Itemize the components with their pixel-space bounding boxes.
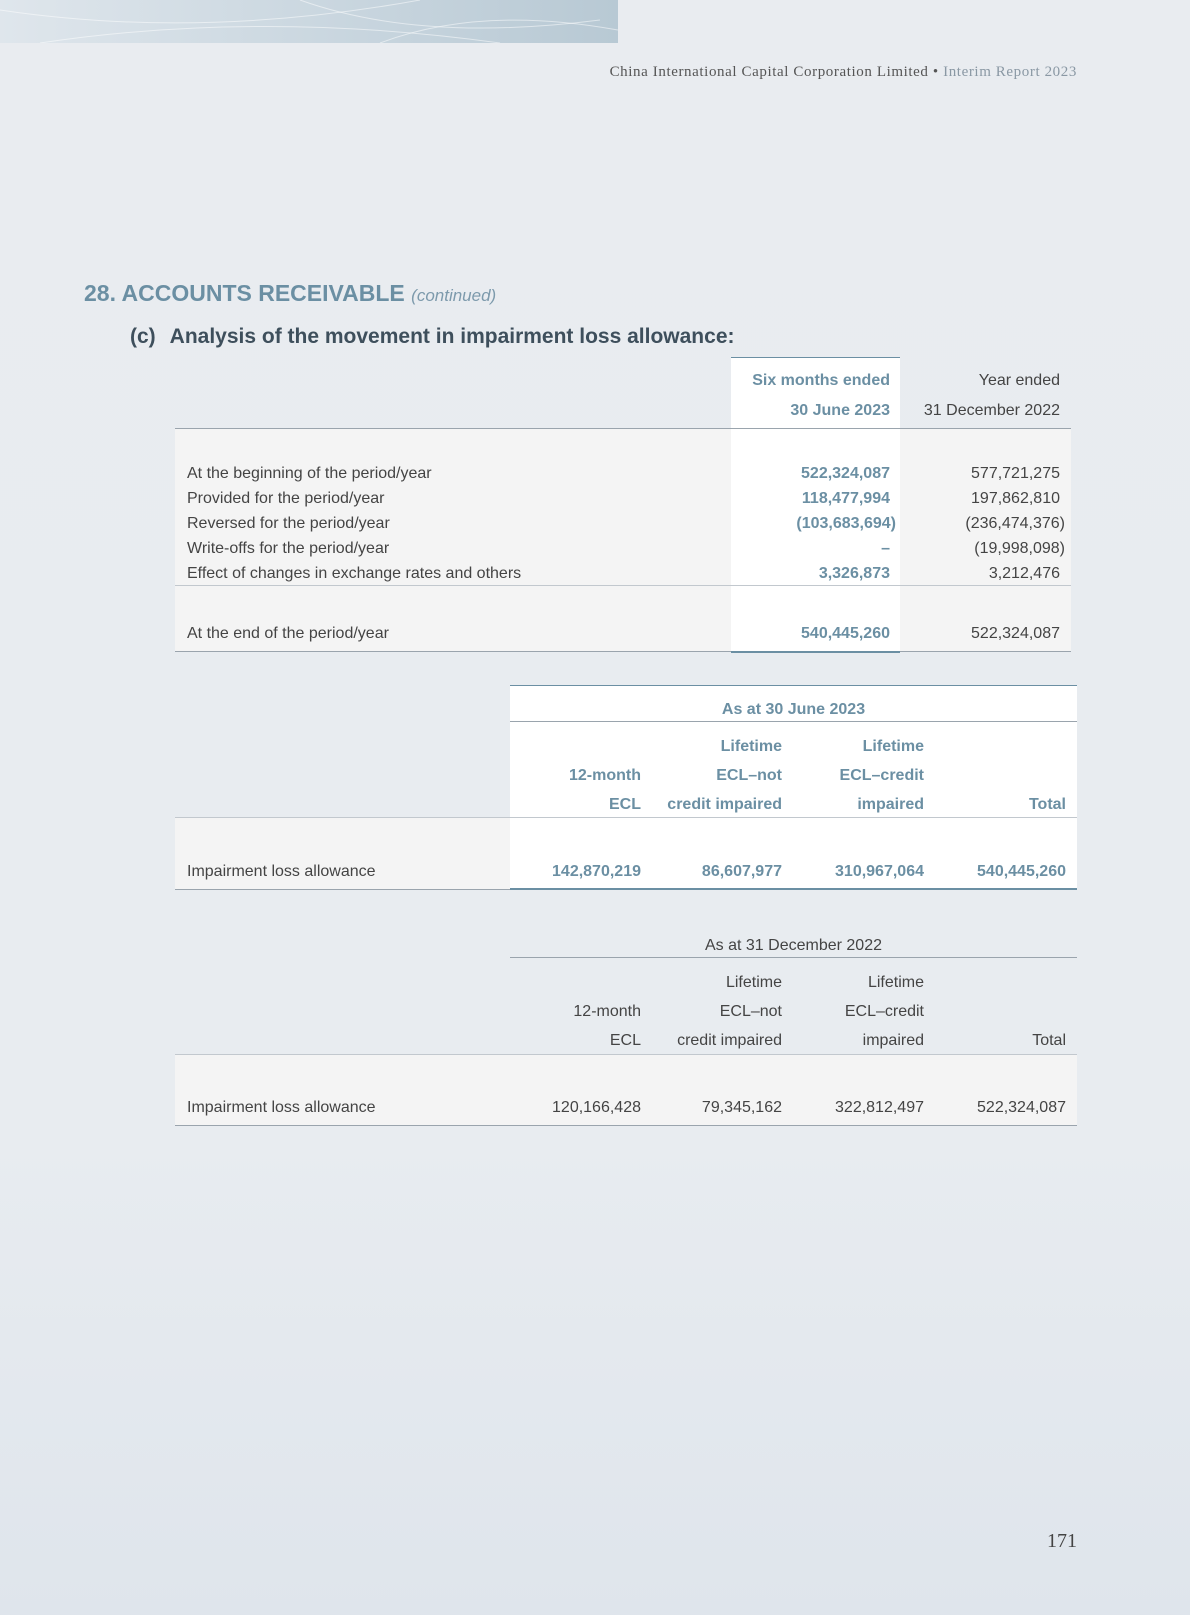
col-header-prior-date: 31 December 2022: [923, 402, 1060, 419]
value-current: –: [881, 540, 890, 557]
col-header: Total: [1028, 796, 1066, 813]
running-header: [610, 64, 1077, 81]
subsection-title: [130, 325, 735, 349]
value-prior: 197,862,810: [971, 490, 1060, 507]
col-header: ECL: [609, 796, 641, 813]
value-prior: 577,721,275: [971, 465, 1060, 482]
row-label: Provided for the period/year: [187, 490, 385, 507]
col-header: credit impaired: [677, 1032, 782, 1049]
company-name: China International Capital Corporation Limited: [609, 64, 929, 80]
value-12-month: 120,166,428: [552, 1099, 641, 1116]
value-total: 522,324,087: [977, 1099, 1066, 1116]
col-header: ECL–not: [719, 1003, 782, 1020]
col-header: ECL–credit: [839, 767, 924, 784]
section-title: [84, 280, 496, 307]
value-prior: (236,474,376): [965, 515, 1065, 532]
row-label: At the beginning of the period/year: [187, 465, 432, 482]
header-banner-image: [0, 0, 618, 43]
value-12-month: 142,870,219: [552, 863, 641, 880]
col-header: impaired: [862, 1032, 924, 1049]
col-header-current: Six months ended: [752, 372, 890, 389]
col-header: Total: [1032, 1032, 1066, 1049]
bullet: •: [932, 64, 939, 80]
stage-table-title: As at 31 December 2022: [705, 937, 882, 954]
stage-table-title: As at 30 June 2023: [721, 701, 866, 718]
report-name: Interim Report 2023: [943, 64, 1077, 80]
subsection-label: (c): [130, 325, 156, 348]
value-current: 118,477,994: [801, 490, 890, 507]
col-header-prior: Year ended: [978, 372, 1060, 389]
value-current: 540,445,260: [801, 625, 890, 642]
row-label: Impairment loss allowance: [187, 1099, 376, 1116]
col-header: credit impaired: [667, 796, 782, 813]
col-header: ECL–credit: [844, 1003, 924, 1020]
subsection-title-text: Analysis of the movement in impairment loss allowance:: [169, 325, 735, 348]
value-lifetime-not-impaired: 86,607,977: [701, 863, 782, 880]
value-prior: 522,324,087: [971, 625, 1060, 642]
col-header: Lifetime: [862, 738, 924, 755]
row-label: At the end of the period/year: [187, 625, 389, 642]
value-lifetime-impaired: 322,812,497: [835, 1099, 924, 1116]
col-header: 12-month: [573, 1003, 641, 1020]
value-lifetime-impaired: 310,967,064: [835, 863, 924, 880]
value-lifetime-not-impaired: 79,345,162: [701, 1099, 782, 1116]
row-label: Write-offs for the period/year: [187, 540, 390, 557]
col-header: ECL–not: [716, 767, 782, 784]
continued-label: (continued): [411, 286, 497, 305]
col-header: Lifetime: [720, 738, 782, 755]
col-header: impaired: [857, 796, 924, 813]
value-current: (103,683,694): [796, 515, 896, 532]
col-header: ECL: [609, 1032, 641, 1049]
value-prior: (19,998,098): [974, 540, 1065, 557]
col-header: Lifetime: [867, 974, 924, 991]
row-label: Effect of changes in exchange rates and others: [187, 565, 522, 582]
row-label: Impairment loss allowance: [187, 863, 376, 880]
value-prior: 3,212,476: [988, 565, 1060, 582]
section-title-text: 28. ACCOUNTS RECEIVABLE: [84, 280, 405, 306]
col-header-current-date: 30 June 2023: [790, 402, 890, 419]
value-current: 522,324,087: [801, 465, 890, 482]
page-number: 171: [1047, 1530, 1077, 1552]
value-total: 540,445,260: [977, 863, 1066, 880]
row-label: Reversed for the period/year: [187, 515, 390, 532]
value-current: 3,326,873: [818, 565, 890, 582]
col-header: 12-month: [569, 767, 641, 784]
col-header: Lifetime: [725, 974, 782, 991]
